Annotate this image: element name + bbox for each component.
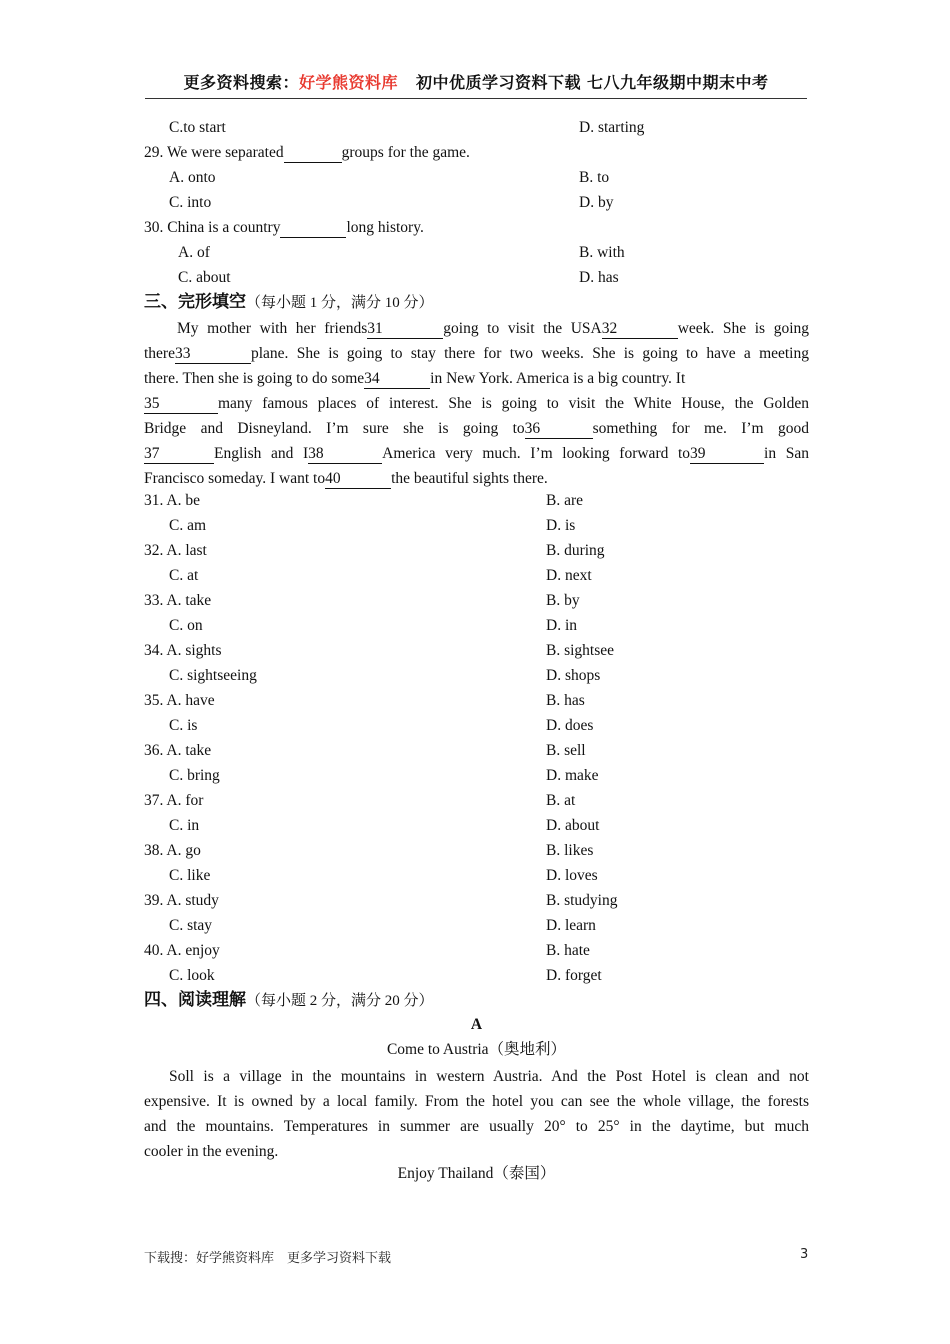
page-header <box>145 60 807 99</box>
option-31b: B. are <box>546 492 584 509</box>
question-29 <box>144 143 470 163</box>
option-37d: D. about <box>546 817 600 834</box>
question-30 <box>144 218 424 238</box>
option-38b: B. likes <box>546 842 594 859</box>
option-34d: D. shops <box>546 667 601 684</box>
option-30a: A. of <box>178 244 210 261</box>
cloze-text: there <box>144 345 175 362</box>
header-text <box>145 70 807 93</box>
cloze-text: something for me. I’m good <box>592 420 809 437</box>
option-35c: C. is <box>169 717 198 734</box>
option-32a: 32. A. last <box>144 542 207 559</box>
blank-31: 31 <box>367 320 443 339</box>
blank-32: 32 <box>602 320 678 339</box>
blank-34: 34 <box>364 370 430 389</box>
blank-37: 37 <box>144 445 214 464</box>
cloze-text: going to visit the USA <box>443 320 602 337</box>
blank-40: 40 <box>325 470 391 489</box>
reading-heading-austria: Come to Austria（奥地利） <box>386 1041 567 1058</box>
option-34c: C. sightseeing <box>169 667 257 684</box>
cloze-line-3 <box>144 366 809 391</box>
option-36a: 36. A. take <box>144 742 212 759</box>
option-38d: D. loves <box>546 867 598 884</box>
option-29a: A. onto <box>169 169 216 186</box>
cloze-line-1 <box>144 316 809 341</box>
option-33d: D. in <box>546 617 577 634</box>
option-38c: C. like <box>169 867 211 884</box>
cloze-text: plane. She is going to stay there for two weeks. She is going to have a meeting <box>250 345 809 362</box>
option-36d: D. make <box>546 767 599 784</box>
reading-line-3: and the mountains. Temperatures in summer are usually 20° to 25° in the daytime, but much <box>144 1118 809 1135</box>
section-4-title: 四、阅读理解 <box>144 990 246 1010</box>
reading-line-1: Soll is a village in the mountains in western Austria. And the Post Hotel is clean and not <box>169 1068 809 1085</box>
cloze-text: many famous places of interest. She is going to visit the White House, the Golden <box>218 395 809 412</box>
option-32b: B. during <box>546 542 605 559</box>
question-30-blank <box>280 219 346 238</box>
cloze-line-2 <box>144 341 809 366</box>
option-32c: C. at <box>169 567 199 584</box>
cloze-text: there. Then she is going to do some <box>144 370 365 387</box>
option-31c: C. am <box>169 517 207 534</box>
option-30d: D. has <box>579 269 619 286</box>
blank-35: 35 <box>144 395 218 414</box>
blank-38: 38 <box>308 445 382 464</box>
option-34b: B. sightsee <box>546 642 615 659</box>
blank-39: 39 <box>690 445 764 464</box>
cloze-text: the beautiful sights there. <box>391 470 548 487</box>
section-3-title: 三、完形填空 <box>144 292 246 312</box>
blank-33: 33 <box>175 345 251 364</box>
header-tagline: 初中优质学习资料下载 七八九年级期中期末中考 <box>415 73 769 92</box>
option-36b: B. sell <box>546 742 586 759</box>
option-29c: C. into <box>169 194 212 211</box>
cloze-text: in San <box>764 445 809 462</box>
cloze-line-4 <box>144 391 809 416</box>
option-28d: D. starting <box>579 119 645 136</box>
cloze-text: Bridge and Disneyland. I’m sure she is going to <box>144 420 525 437</box>
reading-line-2: expensive. It is owned by a local family. From the hotel you can see the whole village, the forests <box>144 1093 809 1110</box>
question-29-stem: 29. We were separated <box>144 144 284 161</box>
cloze-line-5 <box>144 416 809 441</box>
header-brand[interactable]: 好学熊资料库 <box>298 73 398 92</box>
option-39b: B. studying <box>546 892 618 909</box>
option-40c: C. look <box>169 967 215 984</box>
option-34a: 34. A. sights <box>144 642 222 659</box>
cloze-passage <box>144 316 809 491</box>
cloze-text: My mother with her friends <box>177 320 368 337</box>
section-4-note: （每小题 2 分，满分 20 分） <box>246 993 434 1009</box>
option-29b: B. to <box>579 169 610 186</box>
option-37a: 37. A. for <box>144 792 204 809</box>
question-29-blank <box>284 144 342 163</box>
option-33b: B. by <box>546 592 580 609</box>
question-29-tail: groups for the game. <box>341 144 470 161</box>
cloze-text: Francisco someday. I want to <box>144 470 326 487</box>
option-40b: B. hate <box>546 942 590 959</box>
option-30b: B. with <box>579 244 625 261</box>
option-35d: D. does <box>546 717 594 734</box>
cloze-text: America very much. I’m looking forward to <box>382 445 691 462</box>
option-38a: 38. A. go <box>144 842 201 859</box>
cloze-text: week. She is going <box>677 320 809 337</box>
option-35a: 35. A. have <box>144 692 215 709</box>
option-30c: C. about <box>178 269 231 286</box>
option-31a: 31. A. be <box>144 492 200 509</box>
option-37b: B. at <box>546 792 576 809</box>
blank-36: 36 <box>525 420 593 439</box>
reading-paragraph <box>144 1064 809 1164</box>
option-40a: 40. A. enjoy <box>144 942 220 959</box>
cloze-line-6 <box>144 441 809 466</box>
option-39d: D. learn <box>546 917 596 934</box>
page-number: 3 <box>800 1247 809 1262</box>
option-36c: C. bring <box>169 767 220 784</box>
option-39c: C. stay <box>169 917 213 934</box>
option-35b: B. has <box>546 692 585 709</box>
option-28c: C.to start <box>169 119 226 136</box>
option-37c: C. in <box>169 817 200 834</box>
cloze-line-7 <box>144 466 809 491</box>
cloze-text: English and I <box>214 445 309 462</box>
header-search-label: 更多资料搜索： <box>183 73 299 92</box>
option-39a: 39. A. study <box>144 892 219 909</box>
reading-heading-thailand: Enjoy Thailand（泰国） <box>397 1165 556 1182</box>
option-33c: C. on <box>169 617 203 634</box>
section-3-heading <box>144 291 434 314</box>
cloze-text: in New York. America is a big country. It <box>430 370 686 387</box>
question-30-tail: long history. <box>346 219 424 236</box>
page-footer: 下载搜：好学熊资料库 更多学习资料下载 <box>144 1251 392 1266</box>
option-29d: D. by <box>579 194 614 211</box>
section-3-note: （每小题 1 分，满分 10 分） <box>246 295 434 311</box>
question-30-stem: 30. China is a country <box>144 219 281 236</box>
reading-label: A <box>470 1016 483 1033</box>
section-4-heading <box>144 989 434 1012</box>
option-40d: D. forget <box>546 967 602 984</box>
option-31d: D. is <box>546 517 576 534</box>
option-33a: 33. A. take <box>144 592 212 609</box>
option-32d: D. next <box>546 567 592 584</box>
reading-line-4: cooler in the evening. <box>144 1143 279 1160</box>
